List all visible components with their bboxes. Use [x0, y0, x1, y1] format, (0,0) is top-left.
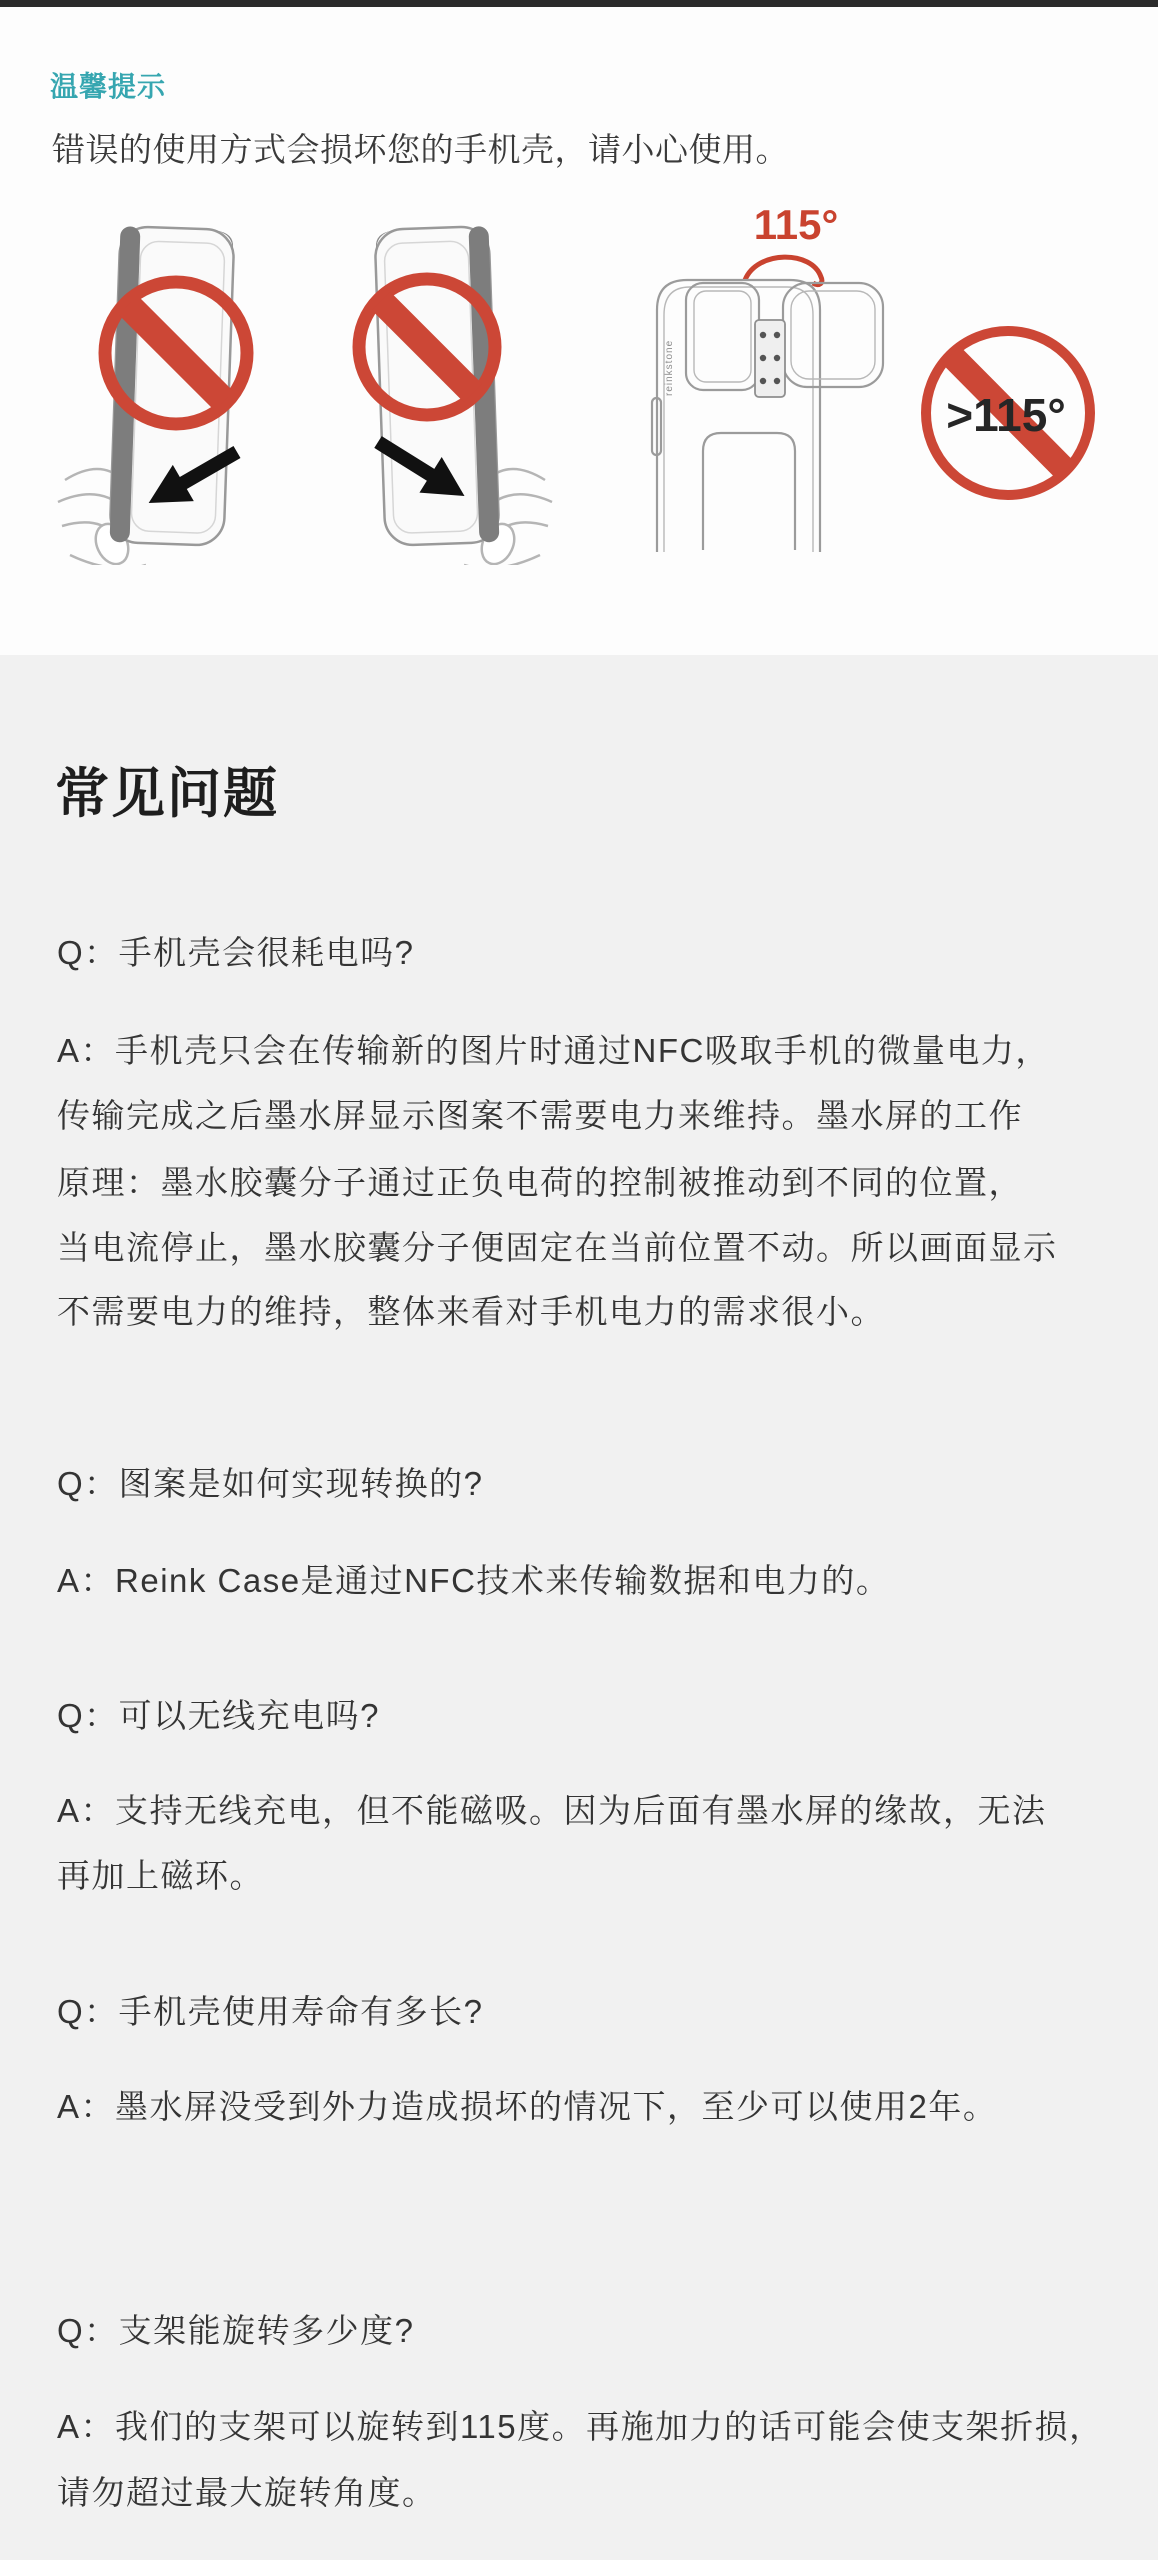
eink-screen-window — [703, 433, 795, 550]
ban-angle-label: >115° — [946, 389, 1066, 441]
faq-a5-line: A：我们的支架可以旋转到115度。再施加力的话可能会使支架折损， — [57, 2408, 1104, 2445]
top-edge-bar — [0, 0, 1158, 7]
faq-a1-line: 原理：墨水胶囊分子通过正负电荷的控制被推动到不同的位置， — [57, 1164, 1023, 1201]
faq-a3-line: 再加上磁环。 — [57, 1857, 264, 1894]
faq-q1: Q：手机壳会很耗电吗? — [57, 934, 415, 971]
case-open-illustration — [640, 160, 900, 560]
faq-q5: Q：支架能旋转多少度? — [57, 2312, 415, 2349]
faq-a4-line: A：墨水屏没受到外力造成损坏的情况下，至少可以使用2年。 — [57, 2088, 998, 2125]
angle-label: 115° — [753, 201, 839, 248]
faq-q3: Q：可以无线充电吗? — [57, 1697, 381, 1734]
faq-a2-line: A：Reink Case是通过NFC技术来传输数据和电力的。 — [57, 1562, 891, 1599]
faq-heading: 常见问题 — [55, 764, 279, 824]
over-rotation-ban-illustration — [905, 312, 1120, 522]
faq-q4: Q：手机壳使用寿命有多长? — [57, 1993, 484, 2030]
case-outline — [652, 280, 820, 552]
faq-a3-line: A：支持无线充电，但不能磁吸。因为后面有墨水屏的缘故，无法 — [57, 1792, 1047, 1829]
case-brand-label: reinkstone — [664, 339, 675, 396]
faq-a1-line: 不需要电力的维持，整体来看对手机电力的需求很小。 — [57, 1293, 885, 1330]
flip-cover — [783, 283, 883, 387]
faq-a1-line: 传输完成之后墨水屏显示图案不需要电力来维持。墨水屏的工作 — [57, 1097, 1023, 1134]
faq-a5-line: 请勿超过最大旋转角度。 — [57, 2474, 437, 2511]
no-peel-left-illustration — [40, 210, 275, 565]
faq-q2: Q：图案是如何实现转换的? — [57, 1465, 484, 1502]
faq-a1-line: 当电流停止，墨水胶囊分子便固定在当前位置不动。所以画面显示 — [57, 1229, 1058, 1266]
faq-a1-line: A：手机壳只会在传输新的图片时通过NFC吸取手机的微量电力， — [57, 1032, 1050, 1069]
hinge-icon — [755, 320, 785, 397]
no-peel-right-illustration — [330, 210, 570, 565]
tips-subtitle: 错误的使用方式会损坏您的手机壳，请小心使用。 — [52, 131, 789, 168]
tips-title: 温馨提示 — [50, 71, 167, 102]
